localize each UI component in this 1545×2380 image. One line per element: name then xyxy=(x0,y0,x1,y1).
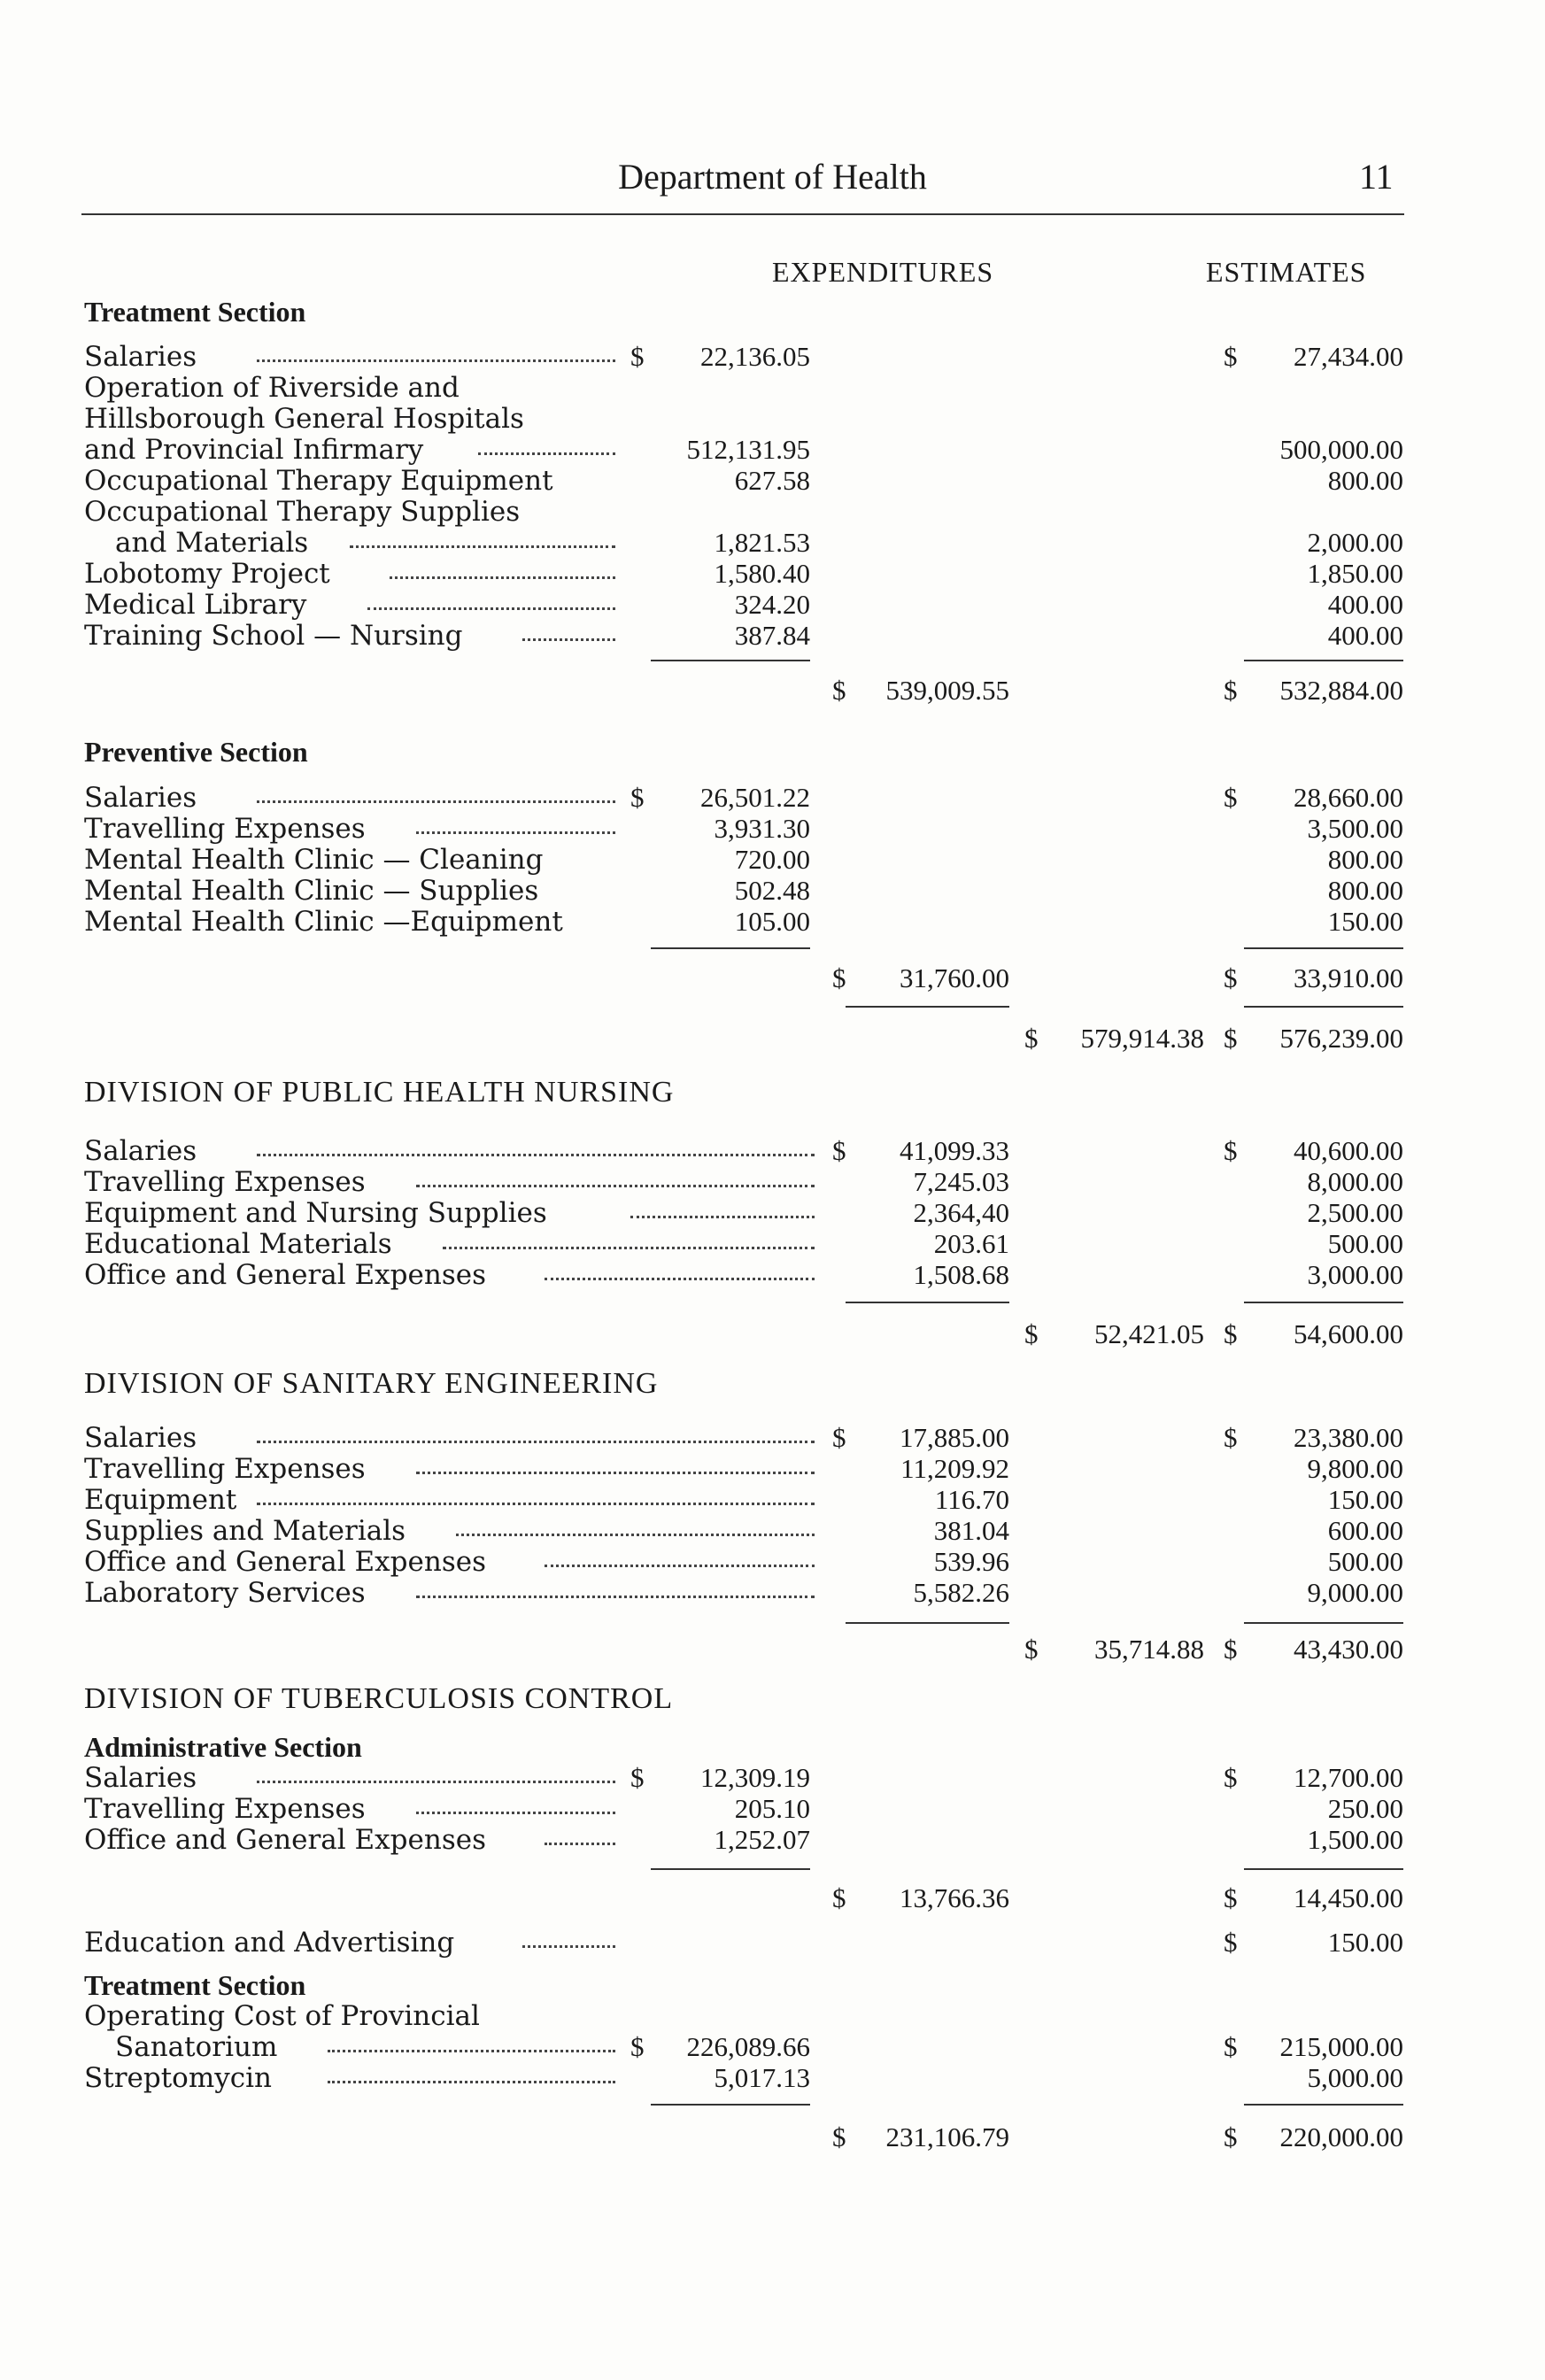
row-label: Travelling Expenses xyxy=(84,1453,366,1485)
leader-dots xyxy=(257,1501,815,1505)
subtotal: 231,106.79 xyxy=(885,2121,1009,2152)
dollar-sign: $ xyxy=(1224,1762,1238,1793)
subtotal-rule xyxy=(651,947,810,949)
page-title: Department of Health xyxy=(618,157,927,197)
subtotal-rule xyxy=(1244,947,1403,949)
leader-dots xyxy=(257,1779,615,1783)
estimate: 500,000.00 xyxy=(1279,434,1403,465)
leader-dots xyxy=(257,358,615,362)
amount: 205.10 xyxy=(734,1793,810,1824)
amount: 502.48 xyxy=(734,875,810,906)
estimate: 800.00 xyxy=(1327,465,1403,496)
amount: 720.00 xyxy=(734,844,810,875)
amount: 7,245.03 xyxy=(913,1166,1009,1197)
estimate: 12,700.00 xyxy=(1294,1762,1403,1793)
subtotal-estimate: 14,450.00 xyxy=(1294,1882,1403,1913)
subtotal-rule xyxy=(846,1302,1009,1303)
dollar-sign: $ xyxy=(1224,1023,1238,1054)
estimate: 250.00 xyxy=(1327,1793,1403,1824)
dollar-sign: $ xyxy=(1224,2031,1238,2062)
row-label: and Provincial Infirmary xyxy=(84,434,424,466)
amount: 381.04 xyxy=(933,1515,1009,1546)
estimate: 28,660.00 xyxy=(1294,782,1403,813)
estimate: 500.00 xyxy=(1327,1228,1403,1259)
dollar-sign: $ xyxy=(1224,675,1238,706)
amount: 1,821.53 xyxy=(714,527,810,558)
estimate: 3,000.00 xyxy=(1307,1259,1403,1290)
row-label: Medical Library xyxy=(84,589,307,621)
dollar-sign: $ xyxy=(832,962,846,993)
row-label: Education and Advertising xyxy=(84,1927,455,1959)
estimate: 150.00 xyxy=(1327,1927,1403,1958)
leader-dots xyxy=(350,544,615,548)
estimate: 40,600.00 xyxy=(1294,1135,1403,1166)
subtotal: 539,009.55 xyxy=(885,675,1009,706)
leader-dots xyxy=(416,1183,815,1187)
row-label: Salaries xyxy=(84,782,197,814)
subtotal-estimate: 220,000.00 xyxy=(1279,2121,1403,2152)
amount: 5,582.26 xyxy=(913,1577,1009,1608)
section-title-administrative: Administrative Section xyxy=(84,1731,362,1763)
row-label: Travelling Expenses xyxy=(84,1793,366,1825)
row-label: Supplies and Materials xyxy=(84,1515,406,1547)
leader-dots xyxy=(545,1276,815,1280)
row-label: Laboratory Services xyxy=(84,1577,366,1609)
dollar-sign: $ xyxy=(1024,1023,1039,1054)
dollar-sign: $ xyxy=(1224,1422,1238,1453)
estimate: 27,434.00 xyxy=(1294,341,1403,372)
division-total: 35,714.88 xyxy=(1094,1634,1204,1665)
row-label: Office and General Expenses xyxy=(84,1824,486,1856)
subtotal: 31,760.00 xyxy=(900,962,1009,993)
leader-dots xyxy=(545,1563,815,1567)
dollar-sign: $ xyxy=(1224,962,1238,993)
row-label: Hillsborough General Hospitals xyxy=(84,403,524,435)
subtotal-rule xyxy=(846,1622,1009,1624)
section-title-tb-treatment: Treatment Section xyxy=(84,1969,306,2001)
division-title-sanitary: DIVISION OF SANITARY ENGINEERING xyxy=(84,1367,659,1400)
amount: 1,580.40 xyxy=(714,558,810,589)
division-total-estimate: 43,430.00 xyxy=(1294,1634,1403,1665)
division-title-nursing: DIVISION OF PUBLIC HEALTH NURSING xyxy=(84,1076,675,1109)
amount: 226,089.66 xyxy=(686,2031,810,2062)
estimate: 400.00 xyxy=(1327,620,1403,651)
row-label: Educational Materials xyxy=(84,1228,392,1260)
dollar-sign: $ xyxy=(1224,1927,1238,1958)
amount: 12,309.19 xyxy=(700,1762,810,1793)
amount: 387.84 xyxy=(734,620,810,651)
total-rule xyxy=(846,1006,1009,1008)
estimate: 150.00 xyxy=(1327,906,1403,937)
dollar-sign: $ xyxy=(1224,782,1238,813)
amount: 41,099.33 xyxy=(900,1135,1009,1166)
amount: 26,501.22 xyxy=(700,782,810,813)
row-label: Travelling Expenses xyxy=(84,813,366,845)
row-label: Training School — Nursing xyxy=(84,620,463,652)
estimate: 9,800.00 xyxy=(1307,1453,1403,1484)
division-total-estimate: 54,600.00 xyxy=(1294,1318,1403,1349)
leader-dots xyxy=(257,1439,815,1443)
dollar-sign: $ xyxy=(630,782,645,813)
amount: 2,364,40 xyxy=(913,1197,1009,1228)
row-label: Occupational Therapy Supplies xyxy=(84,496,521,528)
dollar-sign: $ xyxy=(832,1135,846,1166)
column-header-estimates: ESTIMATES xyxy=(1206,256,1367,288)
subtotal-rule xyxy=(651,1868,810,1870)
dollar-sign: $ xyxy=(630,341,645,372)
row-label: Office and General Expenses xyxy=(84,1546,486,1578)
row-label: Salaries xyxy=(84,1762,197,1794)
row-label: Lobotomy Project xyxy=(84,558,330,590)
leader-dots xyxy=(328,2048,615,2052)
row-label: Streptomycin xyxy=(84,2062,272,2094)
row-label: Operation of Riverside and xyxy=(84,372,460,404)
page-number: 11 xyxy=(1359,157,1394,197)
leader-dots xyxy=(257,799,615,803)
dollar-sign: $ xyxy=(832,1422,846,1453)
estimate: 23,380.00 xyxy=(1294,1422,1403,1453)
estimate: 3,500.00 xyxy=(1307,813,1403,844)
amount: 512,131.95 xyxy=(686,434,810,465)
amount: 627.58 xyxy=(734,465,810,496)
dollar-sign: $ xyxy=(1224,1135,1238,1166)
leader-dots xyxy=(456,1532,815,1536)
header-rule xyxy=(81,213,1404,215)
amount: 22,136.05 xyxy=(700,341,810,372)
division-total: 52,421.05 xyxy=(1094,1318,1204,1349)
amount: 5,017.13 xyxy=(714,2062,810,2093)
subtotal-rule xyxy=(651,2104,810,2106)
dollar-sign: $ xyxy=(1024,1634,1039,1665)
dollar-sign: $ xyxy=(1224,1318,1238,1349)
estimate: 215,000.00 xyxy=(1279,2031,1403,2062)
subtotal-rule xyxy=(1244,1868,1403,1870)
amount: 1,508.68 xyxy=(913,1259,1009,1290)
amount: 11,209.92 xyxy=(900,1453,1009,1484)
amount: 105.00 xyxy=(734,906,810,937)
estimate: 400.00 xyxy=(1327,589,1403,620)
section-title-treatment: Treatment Section xyxy=(84,296,306,328)
division-total: 579,914.38 xyxy=(1080,1023,1204,1054)
dollar-sign: $ xyxy=(832,675,846,706)
estimate: 500.00 xyxy=(1327,1546,1403,1577)
leader-dots xyxy=(416,1594,815,1598)
row-label: Salaries xyxy=(84,1422,197,1454)
estimate: 600.00 xyxy=(1327,1515,1403,1546)
row-label: Sanatorium xyxy=(115,2031,278,2063)
division-total-estimate: 576,239.00 xyxy=(1279,1023,1403,1054)
dollar-sign: $ xyxy=(1224,2121,1238,2152)
subtotal-rule xyxy=(1244,1622,1403,1624)
row-label: Equipment and Nursing Supplies xyxy=(84,1197,547,1229)
amount: 3,931.30 xyxy=(714,813,810,844)
row-label: Salaries xyxy=(84,1135,197,1167)
leader-dots xyxy=(328,2079,615,2083)
estimate: 5,000.00 xyxy=(1307,2062,1403,2093)
amount: 203.61 xyxy=(933,1228,1009,1259)
subtotal-rule xyxy=(1244,2104,1403,2106)
row-label: Occupational Therapy Equipment xyxy=(84,465,553,497)
subtotal-estimate: 33,910.00 xyxy=(1294,962,1403,993)
row-label: Mental Health Clinic — Supplies xyxy=(84,875,539,907)
dollar-sign: $ xyxy=(1024,1318,1039,1349)
dollar-sign: $ xyxy=(630,2031,645,2062)
amount: 1,252.07 xyxy=(714,1824,810,1855)
amount: 17,885.00 xyxy=(900,1422,1009,1453)
estimate: 150.00 xyxy=(1327,1484,1403,1515)
leader-dots xyxy=(522,1943,615,1948)
estimate: 2,500.00 xyxy=(1307,1197,1403,1228)
estimate: 800.00 xyxy=(1327,844,1403,875)
amount: 539.96 xyxy=(933,1546,1009,1577)
column-header-expenditures: EXPENDITURES xyxy=(772,256,994,288)
row-label: Mental Health Clinic —Equipment xyxy=(84,906,563,938)
estimate: 1,500.00 xyxy=(1307,1824,1403,1855)
leader-dots xyxy=(443,1245,815,1249)
estimate: 1,850.00 xyxy=(1307,558,1403,589)
total-rule xyxy=(1244,1006,1403,1008)
amount: 324.20 xyxy=(734,589,810,620)
division-title-tb: DIVISION OF TUBERCULOSIS CONTROL xyxy=(84,1682,674,1715)
row-label: Salaries xyxy=(84,341,197,373)
estimate: 9,000.00 xyxy=(1307,1577,1403,1608)
subtotal-rule xyxy=(1244,1302,1403,1303)
estimate: 800.00 xyxy=(1327,875,1403,906)
leader-dots xyxy=(257,1152,815,1156)
section-title-preventive: Preventive Section xyxy=(84,736,308,768)
dollar-sign: $ xyxy=(832,1882,846,1913)
row-label: Operating Cost of Provincial xyxy=(84,2000,480,2032)
row-label: Office and General Expenses xyxy=(84,1259,486,1291)
estimate: 2,000.00 xyxy=(1307,527,1403,558)
row-label: Travelling Expenses xyxy=(84,1166,366,1198)
dollar-sign: $ xyxy=(1224,1882,1238,1913)
amount: 116.70 xyxy=(934,1484,1009,1515)
subtotal: 13,766.36 xyxy=(900,1882,1009,1913)
estimate: 8,000.00 xyxy=(1307,1166,1403,1197)
subtotal-rule xyxy=(651,660,810,661)
leader-dots xyxy=(416,1470,815,1474)
subtotal-rule xyxy=(1244,660,1403,661)
dollar-sign: $ xyxy=(1224,1634,1238,1665)
subtotal-estimate: 532,884.00 xyxy=(1279,675,1403,706)
row-label: Equipment xyxy=(84,1484,237,1516)
row-label: and Materials xyxy=(115,527,309,559)
row-label: Mental Health Clinic — Cleaning xyxy=(84,844,544,876)
dollar-sign: $ xyxy=(630,1762,645,1793)
leader-dots xyxy=(367,606,615,610)
dollar-sign: $ xyxy=(1224,341,1238,372)
dollar-sign: $ xyxy=(832,2121,846,2152)
